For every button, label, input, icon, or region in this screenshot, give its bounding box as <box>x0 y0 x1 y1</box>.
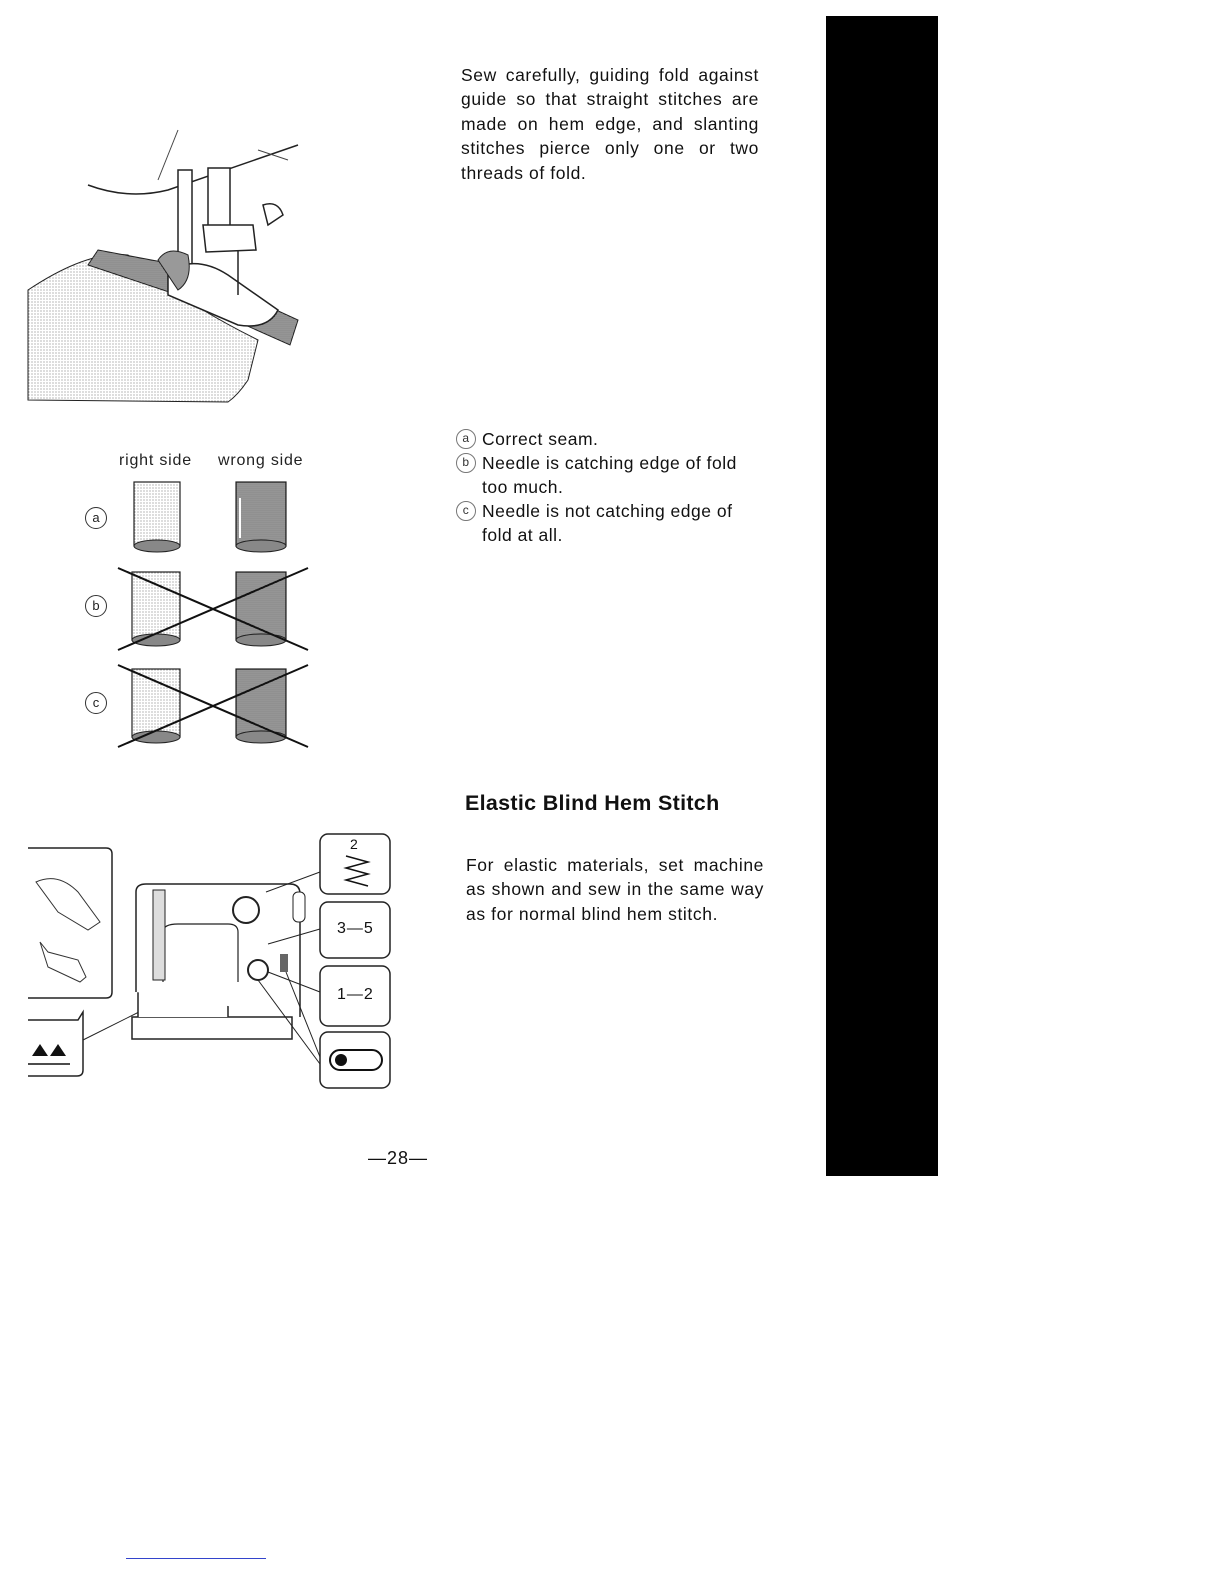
feed-dog-icon <box>32 1044 66 1056</box>
row-mark-c: c <box>85 692 107 714</box>
stitch-width-setting: 3—5 <box>337 920 374 937</box>
page-edge-bar <box>826 16 938 1176</box>
section-heading: Elastic Blind Hem Stitch <box>465 791 720 815</box>
legend-item <box>456 499 766 547</box>
caption-right-side: right side <box>119 452 192 469</box>
elastic-paragraph: For elastic materials, set machine as shown and sew in the same way as for normal blind hem stitch. <box>466 855 764 924</box>
seam-legend <box>456 427 766 547</box>
instruction-paragraph: Sew carefully, guiding fold against guide so that straight stitches are made on hem edge, and slanting stitches pierce only one or two threads of fold. <box>461 65 759 183</box>
caption-wrong-side: wrong side <box>218 452 304 469</box>
footer-rule <box>126 1558 266 1559</box>
legend-item <box>456 427 766 451</box>
legend-item <box>456 451 766 499</box>
legend-mark: c <box>456 501 476 521</box>
legend-text: Needle is catching edge of fold too much. <box>482 453 737 497</box>
stitch-pattern-number: 2 <box>350 836 359 852</box>
stitch-length-setting: 1—2 <box>337 986 374 1003</box>
legend-mark: a <box>456 429 476 449</box>
row-mark-a: a <box>85 507 107 529</box>
row-mark-b: b <box>85 595 107 617</box>
hem-sample-incorrect <box>118 566 313 652</box>
sewing-foot-illustration <box>28 130 308 405</box>
hem-sample-incorrect <box>118 663 313 749</box>
sewing-machine-diagram <box>28 832 394 1094</box>
legend-text: Needle is not catching edge of fold at all. <box>482 501 733 545</box>
bobbin-toggle-icon <box>330 1050 382 1070</box>
page-number: —28— <box>368 1148 429 1168</box>
legend-mark: b <box>456 453 476 473</box>
legend-text: Correct seam. <box>482 429 599 449</box>
hem-sample-correct <box>128 478 298 556</box>
